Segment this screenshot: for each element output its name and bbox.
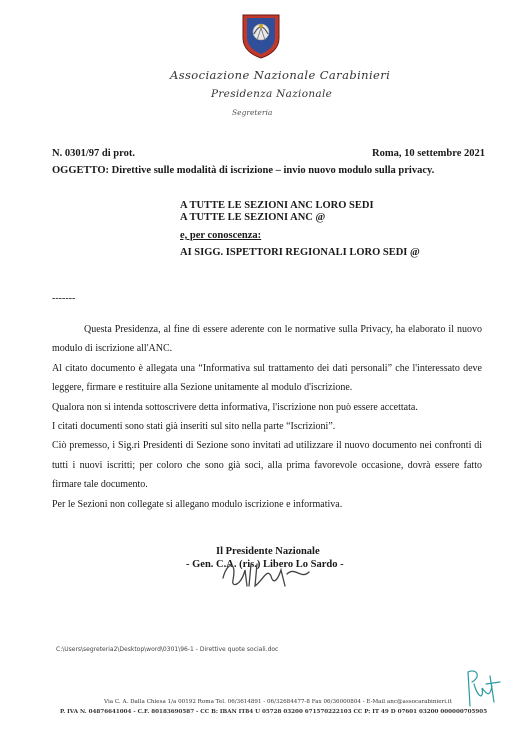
handwritten-signature <box>215 556 315 592</box>
body-paragraph: Questa Presidenza, al fine di essere aderente con le normative sulla Privacy, ha elaborato il nuovo modulo di iscrizione all'ANC. <box>52 324 482 355</box>
signature-title: Il Presidente Nazionale <box>216 546 320 557</box>
body-paragraph: Ciò premesso, i Sig.ri Presidenti di Sezione sono invitati ad utilizzare il nuovo documento nei confronti di tutti i nuovi iscritti; per coloro che sono già soci, alla prima favorevole occasione, dovrà essere fatto firmare tale documento. <box>52 440 482 491</box>
document-date: Roma, 10 settembre 2021 <box>372 148 485 159</box>
recipient-line-2: A TUTTE LE SEZIONI ANC @ <box>180 212 326 223</box>
body-paragraph: Al citato documento è allegata una “Informativa sul trattamento dei dati personali” che l'interessato deve leggere, firmare e restituire alla Sezione unitamente al modulo d'iscrizione. <box>52 362 482 394</box>
body-paragraph: Per le Sezioni non collegate si allegano modulo iscrizione e informativa. <box>52 498 343 510</box>
anc-crest-emblem <box>240 12 282 60</box>
file-path: C:\Users\segreteria2\Desktop\word\0301\96-1 - Direttive quote sociali.doc <box>56 646 279 653</box>
office-name: Presidenza Nazionale <box>211 88 333 100</box>
letter-body <box>52 320 482 514</box>
body-paragraph: Qualora non si intenda sottoscrivere detta informativa, l'iscrizione non può essere accettata. <box>52 401 418 413</box>
section-name: Segreteria <box>232 108 273 117</box>
handwritten-initials <box>460 666 504 714</box>
cc-label: e, per conoscenza: <box>180 230 262 241</box>
subject-line: OGGETTO: Direttive sulle modalità di iscrizione – invio nuovo modulo sulla privacy. <box>52 165 435 176</box>
body-paragraph: I citati documenti sono stati già inseriti sul sito nella parte “Iscrizioni”. <box>52 421 336 433</box>
recipient-line-1: A TUTTE LE SEZIONI ANC LORO SEDI <box>180 200 374 211</box>
cc-recipient-line: AI SIGG. ISPETTORI REGIONALI LORO SEDI @ <box>180 247 420 258</box>
footer-fiscal: P. IVA N. 04876641004 - C.F. 80183690587 - CC B: IBAN IT84 U 05728 03200 671570222103 CC P: IT 49 D 07601 03200 000000705905 <box>60 709 488 715</box>
footer-address: Via C. A. Dalla Chiesa 1/a 00192 Roma Tel. 06/3614891 - 06/32684477-8 Fax 06/36000804 - E-Mail anc@assocarabinieri.it <box>104 699 452 705</box>
separator: ------- <box>52 293 76 304</box>
signature-name: - Gen. C.A. (ris.) Libero Lo Sardo - <box>186 559 344 570</box>
protocol-number: N. 0301/97 di prot. <box>52 148 135 159</box>
organization-name: Associazione Nazionale Carabinieri <box>170 68 391 82</box>
